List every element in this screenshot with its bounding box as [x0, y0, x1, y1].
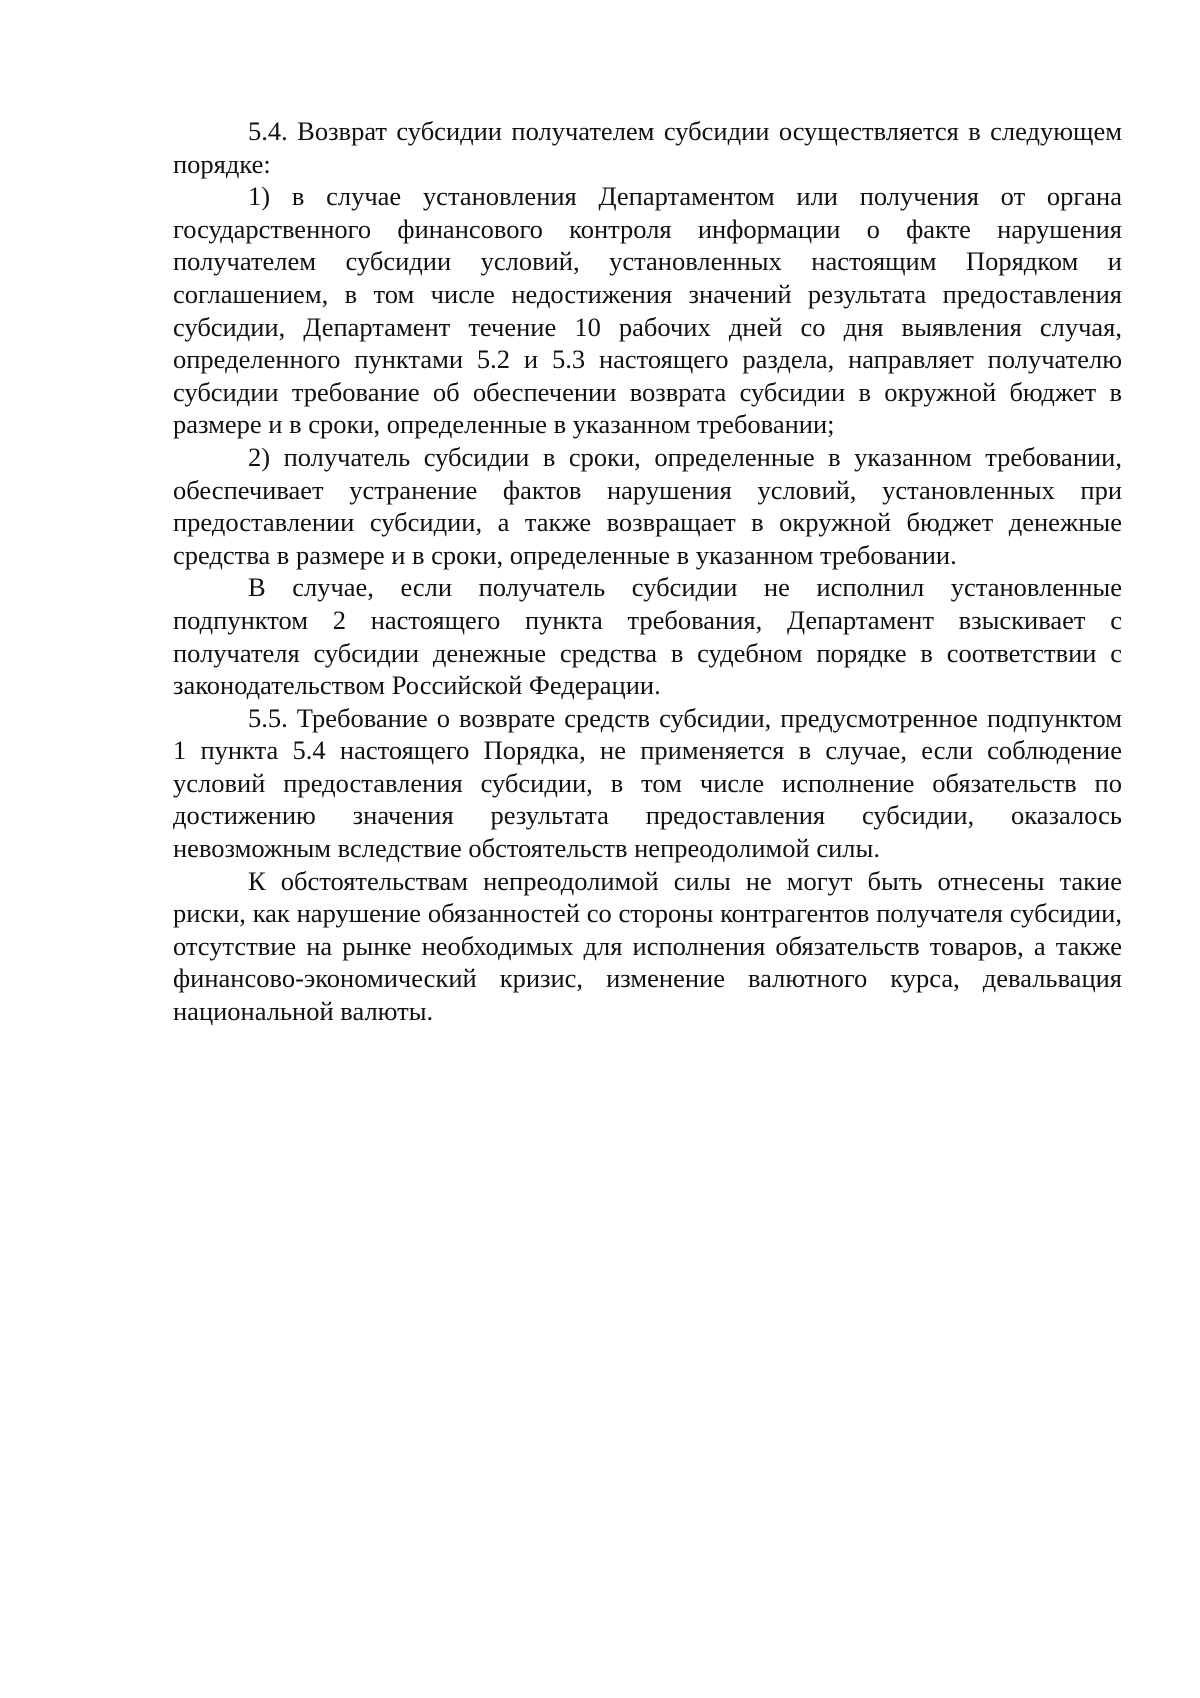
- paragraph-5-4: 5.4. Возврат субсидии получателем субсидии осуществляется в следующем порядке:: [173, 116, 1122, 179]
- paragraph-force-majeure: К обстоятельствам непреодолимой силы не могут быть отнесены такие риски, как нарушение обязанностей со стороны контрагентов получателя субсидии, отсутствие на рынке необходимых для исполнения обязательств товаров, а также финансово-экономический кризис, изменение валютного курса, девальвация национальной валюты.: [173, 865, 1122, 1027]
- paragraph-subitem-1: 1) в случае установления Департаментом или получения от органа государственного финансового контроля информации о факте нарушения получателем субсидии условий, установленных настоящим Порядком и соглашением, в том числе недостижения значений результата предоставления субсидии, Департамент течение 10 рабочих дней со дня выявления случая, определенного пунктами 5.2 и 5.3 настоящего раздела, направляет получателю субсидии требование об обеспечении возврата субсидии в окружной бюджет в размере и в сроки, определенные в указанном требовании;: [173, 181, 1122, 440]
- document-body: [173, 115, 1122, 1028]
- paragraph-5-5: 5.5. Требование о возврате средств субсидии, предусмотренное подпунктом 1 пункта 5.4 настоящего Порядка, не применяется в случае, если соблюдение условий предоставления субсидии, в том числе исполнение обязательств по достижению значения результата предоставления субсидии, оказалось невозможным вследствие обстоятельств непреодолимой силы.: [173, 702, 1122, 864]
- paragraph-subitem-2: 2) получатель субсидии в сроки, определенные в указанном требовании, обеспечивает устранение фактов нарушения условий, установленных при предоставлении субсидии, а также возвращает в окружной бюджет денежные средства в размере и в сроки, определенные в указанном требовании.: [173, 441, 1122, 570]
- paragraph-recovery: В случае, если получатель субсидии не исполнил установленные подпунктом 2 настоящего пункта требования, Департамент взыскивает с получателя субсидии денежные средства в судебном порядке в соответствии с законодательством Российской Федерации.: [173, 572, 1122, 701]
